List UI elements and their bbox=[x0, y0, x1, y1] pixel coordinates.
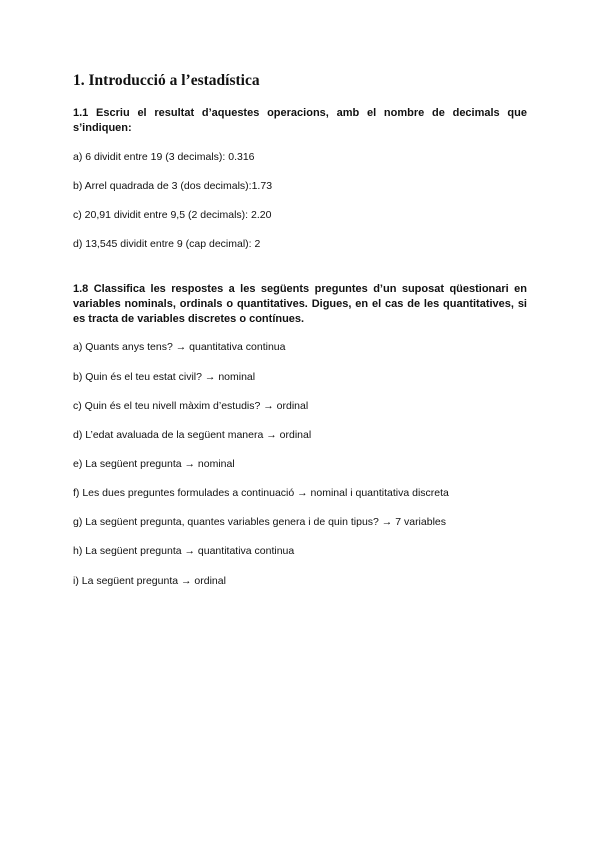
answer-1-8-h: h) La següent pregunta → quantitativa continua bbox=[73, 545, 295, 557]
answer-1-8-e: e) La següent pregunta → nominal bbox=[73, 458, 235, 470]
question-1-8: 1.8 Classifica les respostes a les següents preguntes d’un suposat qüestionari en variables nominals, ordinals o quantitatives. Digues, en el cas de les quantitatives, si es tracta de variables discretes o contínues. bbox=[73, 283, 527, 325]
answer-1-8-i: i) La següent pregunta → ordinal bbox=[73, 575, 226, 587]
answer-1-8-g: g) La següent pregunta, quantes variables genera i de quin tipus? → 7 variables bbox=[73, 516, 446, 528]
question-1-1: 1.1 Escriu el resultat d’aquestes operacions, amb el nombre de decimals que s’indiquen: bbox=[73, 107, 527, 134]
answer-1-8-c: c) Quin és el teu nivell màxim d’estudis? → ordinal bbox=[73, 400, 309, 412]
answer-1-1-b: b) Arrel quadrada de 3 (dos decimals):1.73 bbox=[73, 180, 273, 192]
answer-1-8-b: b) Quin és el teu estat civil? → nominal bbox=[73, 371, 256, 383]
answer-1-1-d: d) 13,545 dividit entre 9 (cap decimal): 2 bbox=[73, 238, 261, 250]
answer-1-1-a: a) 6 dividit entre 19 (3 decimals): 0.316 bbox=[73, 151, 255, 163]
answer-1-8-f: f) Les dues preguntes formulades a continuació → nominal i quantitativa discreta bbox=[73, 487, 449, 499]
answer-1-8-d: d) L’edat avaluada de la següent manera → ordinal bbox=[73, 429, 312, 441]
answer-1-1-c: c) 20,91 dividit entre 9,5 (2 decimals): 2.20 bbox=[73, 209, 272, 221]
page-title: 1. Introducció a l’estadística bbox=[73, 72, 260, 89]
answer-1-8-a: a) Quants anys tens? → quantitativa continua bbox=[73, 341, 286, 353]
